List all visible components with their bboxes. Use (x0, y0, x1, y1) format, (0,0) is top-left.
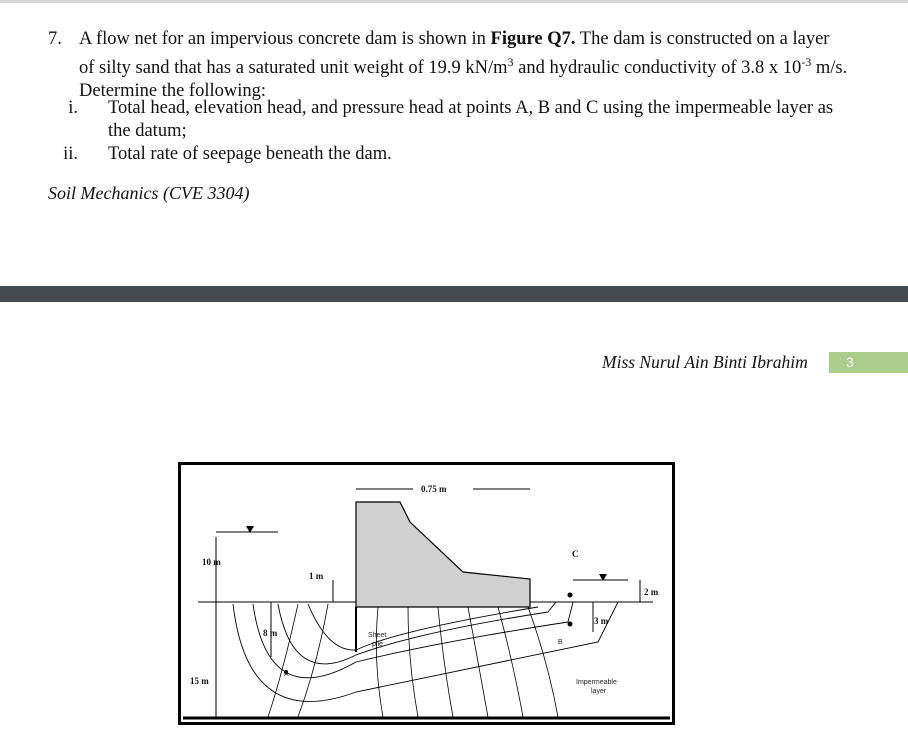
figure-reference: Figure Q7. (490, 29, 576, 49)
pile-top-label: 1 m (309, 571, 324, 581)
point-b-label: B (558, 639, 563, 646)
flow-net-figure (178, 462, 675, 725)
point-c-label: C (572, 549, 579, 559)
point-b-marker (568, 622, 573, 627)
point-a-label: A (284, 671, 289, 678)
downstream-drop-label: 3 m (594, 616, 609, 626)
sub-question-text: Total rate of seepage beneath the dam. (108, 144, 392, 164)
author-name: Miss Nurul Ain Binti Ibrahim (602, 352, 808, 372)
sheet-pile-depth-label: 8 m (263, 628, 278, 638)
impermeable-label-2: layer (591, 688, 607, 695)
flow-net-diagram (178, 462, 675, 725)
sub-question-number: i. (68, 98, 78, 118)
impermeable-label: Impermeable (576, 679, 617, 686)
top-rule (0, 0, 908, 3)
sub-question-number: ii. (63, 144, 78, 164)
page-number: 3 (829, 352, 908, 373)
point-c-marker (568, 593, 573, 598)
question-text: A flow net for an impervious concrete dam is shown in Figure Q7. The dam is constructed on a layer of silty sand that has a saturated unit weight of 19.9 $kN/m^3$ and hydraulic conductivity of 3.8 x $10^{-3}$ m/s. Determine the following: (79, 29, 848, 102)
layer-depth-label: 15 m (190, 676, 209, 686)
upstream-depth-label: 10 m (202, 557, 221, 567)
sheet-pile-label-2: pile (372, 641, 383, 648)
question-number: 7. (48, 29, 62, 49)
page-divider (0, 286, 908, 302)
course-title: Soil Mechanics (CVE 3304) (48, 183, 250, 203)
sub-question-text: Total head, elevation head, and pressure head at points A, B and C using the impermeable layer as the datum; (108, 98, 834, 141)
downstream-depth-label: 2 m (644, 587, 659, 597)
sheet-pile-label: Sheet (368, 632, 387, 639)
top-width-label: 0.75 m (421, 484, 447, 494)
